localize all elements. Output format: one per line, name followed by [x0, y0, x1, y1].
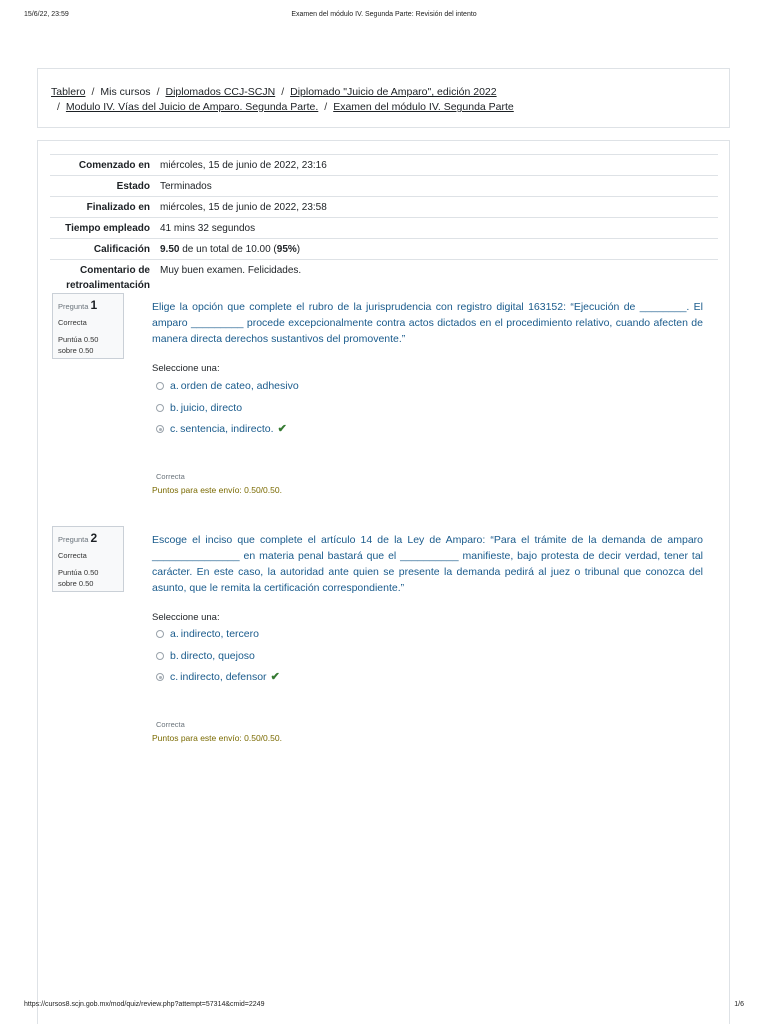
radio-selected-icon[interactable] — [156, 673, 164, 681]
question-1-info: Pregunta 1 Correcta Puntúa 0.50 sobre 0.50 — [52, 293, 124, 359]
feedback-value: Muy buen examen. Felicidades. — [156, 260, 718, 296]
question-1-option-c[interactable]: c. sentencia, indirecto. ✔ — [156, 422, 287, 436]
started-value: miércoles, 15 de junio de 2022, 23:16 — [156, 155, 718, 176]
time-value: 41 mins 32 segundos — [156, 218, 718, 239]
summary-row-state — [50, 176, 718, 197]
feedback-label: Comentario de retroalimentación — [50, 260, 156, 296]
question-1-text: Elige la opción que complete el rubro de la jurisprudencia con registro digital 163152: “Ejecución de ________. El amparo _________ procede excepcionalmente contra actos dictados en el procedimiento relativo, cuando afecten de manera directa derechos sustantivos del promovente.” — [152, 301, 703, 345]
grade-label: Calificación — [50, 239, 156, 260]
question-grade: Puntúa 0.50 sobre 0.50 — [58, 568, 99, 588]
grade-value: 9.50 de un total de 10.00 (95%) — [156, 239, 718, 260]
question-2-option-c[interactable]: c. indirecto, defensor ✔ — [156, 670, 280, 684]
question-2-info: Pregunta 2 Correcta Puntúa 0.50 sobre 0.50 — [52, 526, 124, 592]
attempt-summary-table — [50, 154, 718, 295]
summary-row-time — [50, 218, 718, 239]
breadcrumb-dashboard-link[interactable]: Tablero — [51, 86, 86, 98]
question-state: Correcta — [58, 551, 87, 560]
question-grade: Puntúa 0.50 sobre 0.50 — [58, 335, 99, 355]
question-1-feedback-state: Correcta — [156, 472, 185, 481]
state-value: Terminados — [156, 176, 718, 197]
started-label: Comenzado en — [50, 155, 156, 176]
print-url: https://cursos8.scjn.gob.mx/mod/quiz/review.php?attempt=57314&cmid=2249 — [24, 1001, 265, 1008]
question-2-option-b[interactable]: b. directo, quejoso — [156, 649, 255, 663]
question-number: 2 — [90, 531, 98, 545]
quiz-review-region — [37, 140, 730, 1024]
state-label: Estado — [50, 176, 156, 197]
summary-row-feedback — [50, 260, 718, 296]
time-label: Tiempo empleado — [50, 218, 156, 239]
check-icon: ✔ — [270, 671, 280, 683]
check-icon: ✔ — [277, 423, 287, 435]
breadcrumb-container — [37, 68, 730, 128]
breadcrumb-my-courses[interactable]: Mis cursos — [100, 86, 151, 98]
finished-value: miércoles, 15 de junio de 2022, 23:58 — [156, 197, 718, 218]
finished-label: Finalizado en — [50, 197, 156, 218]
print-title: Examen del módulo IV. Segunda Parte: Revisión del intento — [291, 11, 477, 18]
question-2-points: Puntos para este envío: 0.50/0.50. — [152, 733, 282, 743]
breadcrumb-module-link[interactable]: Modulo IV. Vías del Juicio de Amparo. Segunda Parte. — [65, 101, 319, 113]
question-number: 1 — [90, 298, 98, 312]
breadcrumb-diplomados-link[interactable]: Diplomados CCJ-SCJN — [165, 86, 276, 98]
radio-icon[interactable] — [156, 404, 164, 412]
question-2-prompt: Seleccione una: — [152, 612, 220, 623]
breadcrumb-diplomado-link[interactable]: Diplomado "Juicio de Amparo", edición 2022 — [290, 86, 497, 98]
radio-selected-icon[interactable] — [156, 425, 164, 433]
print-date: 15/6/22, 23:59 — [24, 11, 69, 18]
question-1-prompt: Seleccione una: — [152, 363, 220, 374]
radio-icon[interactable] — [156, 382, 164, 390]
question-2-feedback-state: Correcta — [156, 720, 185, 729]
radio-icon[interactable] — [156, 630, 164, 638]
print-page-number: 1/6 — [734, 1001, 744, 1008]
question-1-option-b[interactable]: b. juicio, directo — [156, 401, 242, 415]
question-2-option-a[interactable]: a. indirecto, tercero — [156, 627, 259, 641]
question-state: Correcta — [58, 318, 87, 327]
summary-row-started — [50, 155, 718, 176]
question-1-option-a[interactable]: a. orden de cateo, adhesivo — [156, 379, 299, 393]
radio-icon[interactable] — [156, 652, 164, 660]
question-2-text: Escoge el inciso que complete el artículo 14 de la Ley de Amparo: “Para el trámite de la demanda de amparo _______________ en materia penal bastará que el __________ manifieste, bajo protesta de decir verdad, tener tal carácter. En este caso, la autoridad ante quien se presente la demanda pedirá al juez o tribunal que conozca del asunto, que le remita la certificación correspondiente.” — [152, 534, 703, 594]
breadcrumb-exam-link[interactable]: Examen del módulo IV. Segunda Parte — [333, 101, 514, 113]
summary-row-finished — [50, 197, 718, 218]
breadcrumb: Tablero / Mis cursos / Diplomados CCJ-SCJN / Diplomado "Juicio de Amparo", edición 2022 / Modulo IV. Vías del Juicio de Amparo. Segunda Parte. / Examen del módulo IV. Segunda Parte — [51, 86, 514, 113]
question-1-points: Puntos para este envío: 0.50/0.50. — [152, 485, 282, 495]
summary-row-grade — [50, 239, 718, 260]
